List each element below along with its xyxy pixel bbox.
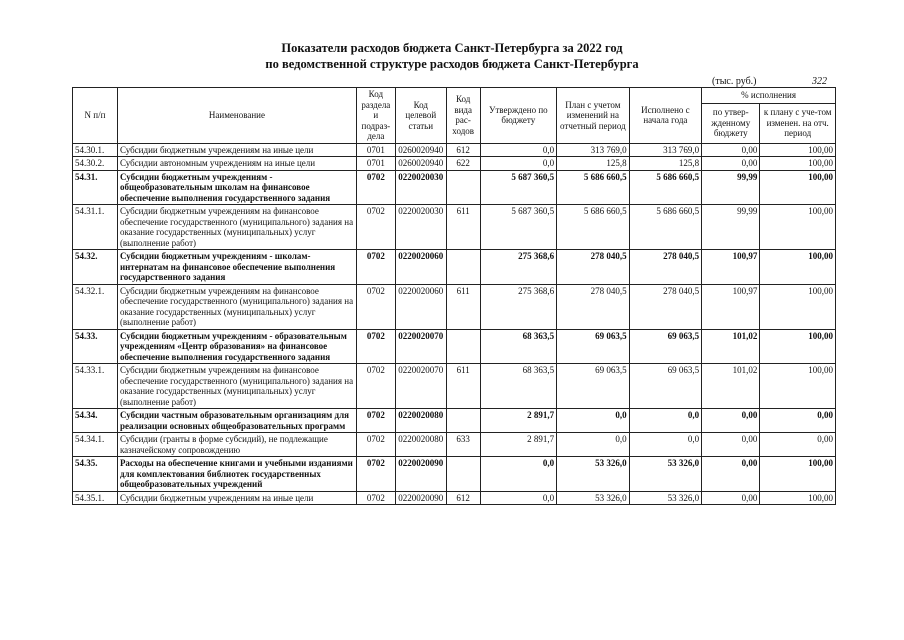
cell-num: 54.34.1. [73, 433, 118, 457]
cell-pct-budget: 101,02 [702, 364, 760, 409]
cell-section: 0702 [356, 205, 395, 250]
cell-executed: 313 769,0 [629, 143, 702, 157]
cell-name: Субсидии бюджетным учреждениям - образовательным учреждениям «Центр образования» на финансовое обеспечение выполнения государственного задания [117, 329, 356, 364]
cell-pct-budget: 99,99 [702, 170, 760, 205]
cell-name: Субсидии бюджетным учреждениям - школам-интернатам на финансовое обеспечение выполнения государственного задания [117, 250, 356, 285]
header-plan: План с учетом изменений на отчетный период [557, 88, 630, 144]
cell-pct-plan: 100,00 [760, 143, 836, 157]
cell-plan: 313 769,0 [557, 143, 630, 157]
cell-name: Субсидии бюджетным учреждениям - общеобразовательным школам на финансовое обеспечение выполнения государственного задания [117, 170, 356, 205]
cell-pct-plan: 100,00 [760, 284, 836, 329]
cell-target: 0220020090 [395, 491, 446, 505]
cell-plan: 278 040,5 [557, 284, 630, 329]
cell-section: 0702 [356, 457, 395, 492]
header-approved: Утверждено по бюджету [480, 88, 557, 144]
cell-target: 0220020060 [395, 284, 446, 329]
header-name: Наименование [117, 88, 356, 144]
cell-num: 54.33. [73, 329, 118, 364]
cell-executed: 53 326,0 [629, 491, 702, 505]
cell-name: Субсидии бюджетным учреждениям на иные цели [117, 143, 356, 157]
cell-name: Расходы на обеспечение книгами и учебными изданиями для комплектования библиотек государственных общеобразовательных учреждений [117, 457, 356, 492]
header-pct-plan: к плану с уче-том изменен. на отч. период [760, 103, 836, 143]
cell-target: 0220020090 [395, 457, 446, 492]
cell-executed: 278 040,5 [629, 284, 702, 329]
header-executed: Исполнено с начала года [629, 88, 702, 144]
cell-pct-plan: 100,00 [760, 329, 836, 364]
cell-type: 633 [446, 433, 480, 457]
cell-plan: 0,0 [557, 433, 630, 457]
cell-pct-budget: 101,02 [702, 329, 760, 364]
cell-plan: 69 063,5 [557, 364, 630, 409]
cell-executed: 0,0 [629, 409, 702, 433]
cell-pct-plan: 100,00 [760, 205, 836, 250]
document-title: Показатели расходов бюджета Санкт-Петербурга за 2022 год [281, 41, 623, 55]
table-row [73, 364, 836, 409]
header-pct-budget: по утвер-жденному бюджету [702, 103, 760, 143]
header-target: Код целевой статьи [395, 88, 446, 144]
cell-section: 0702 [356, 433, 395, 457]
cell-name: Субсидии бюджетным учреждениям на иные цели [117, 491, 356, 505]
cell-pct-plan: 100,00 [760, 157, 836, 171]
units-label: (тыс. руб.) [712, 76, 757, 87]
table-row [73, 491, 836, 505]
cell-plan: 5 686 660,5 [557, 170, 630, 205]
cell-type [446, 409, 480, 433]
cell-section: 0702 [356, 491, 395, 505]
cell-pct-budget: 99,99 [702, 205, 760, 250]
cell-pct-plan: 100,00 [760, 170, 836, 205]
cell-type [446, 457, 480, 492]
cell-section: 0702 [356, 409, 395, 433]
cell-target: 0220020070 [395, 364, 446, 409]
cell-plan: 5 686 660,5 [557, 205, 630, 250]
table-row [73, 250, 836, 285]
cell-num: 54.32. [73, 250, 118, 285]
cell-approved: 2 891,7 [480, 409, 557, 433]
cell-name: Субсидии (гранты в форме субсидий), не подлежащие казначейскому сопровождению [117, 433, 356, 457]
cell-plan: 0,0 [557, 409, 630, 433]
cell-num: 54.34. [73, 409, 118, 433]
cell-type: 611 [446, 364, 480, 409]
cell-approved: 68 363,5 [480, 364, 557, 409]
cell-plan: 125,8 [557, 157, 630, 171]
header-num: N п/п [73, 88, 118, 144]
cell-target: 0220020080 [395, 433, 446, 457]
cell-pct-plan: 100,00 [760, 250, 836, 285]
cell-name: Субсидии бюджетным учреждениям на финансовое обеспечение государственного (муниципального) задания на оказание государственных (муниципальных) услуг (выполнение работ) [117, 364, 356, 409]
cell-num: 54.32.1. [73, 284, 118, 329]
cell-approved: 0,0 [480, 157, 557, 171]
cell-executed: 69 063,5 [629, 329, 702, 364]
cell-executed: 53 326,0 [629, 457, 702, 492]
cell-type [446, 250, 480, 285]
cell-approved: 68 363,5 [480, 329, 557, 364]
cell-pct-budget: 0,00 [702, 457, 760, 492]
cell-approved: 275 368,6 [480, 250, 557, 285]
cell-pct-plan: 100,00 [760, 364, 836, 409]
cell-num: 54.31. [73, 170, 118, 205]
cell-executed: 69 063,5 [629, 364, 702, 409]
cell-approved: 2 891,7 [480, 433, 557, 457]
table-row [73, 433, 836, 457]
cell-section: 0701 [356, 143, 395, 157]
cell-target: 0220020060 [395, 250, 446, 285]
cell-type [446, 170, 480, 205]
cell-plan: 69 063,5 [557, 329, 630, 364]
cell-name: Субсидии бюджетным учреждениям на финансовое обеспечение государственного (муниципального) задания на оказание государственных (муниципальных) услуг (выполнение работ) [117, 205, 356, 250]
cell-plan: 53 326,0 [557, 457, 630, 492]
cell-target: 0260020940 [395, 143, 446, 157]
cell-pct-budget: 0,00 [702, 157, 760, 171]
cell-name: Субсидии автономным учреждениям на иные цели [117, 157, 356, 171]
cell-pct-plan: 100,00 [760, 457, 836, 492]
cell-executed: 278 040,5 [629, 250, 702, 285]
header-percent: % исполнения [702, 88, 836, 104]
cell-approved: 0,0 [480, 491, 557, 505]
header-section: Код раздела и подраз-дела [356, 88, 395, 144]
cell-executed: 125,8 [629, 157, 702, 171]
cell-pct-budget: 0,00 [702, 433, 760, 457]
cell-executed: 0,0 [629, 433, 702, 457]
table-row [73, 170, 836, 205]
cell-plan: 53 326,0 [557, 491, 630, 505]
cell-pct-plan: 0,00 [760, 409, 836, 433]
table-body [73, 143, 836, 505]
document-subtitle: по ведомственной структуре расходов бюджета Санкт-Петербурга [265, 57, 639, 71]
table-row [73, 409, 836, 433]
table-row [73, 157, 836, 171]
cell-type: 611 [446, 205, 480, 250]
cell-approved: 0,0 [480, 143, 557, 157]
header-type: Код вида рас-ходов [446, 88, 480, 144]
table-row [73, 205, 836, 250]
cell-approved: 5 687 360,5 [480, 205, 557, 250]
cell-target: 0220020080 [395, 409, 446, 433]
cell-type: 622 [446, 157, 480, 171]
cell-num: 54.31.1. [73, 205, 118, 250]
cell-approved: 275 368,6 [480, 284, 557, 329]
cell-type [446, 329, 480, 364]
cell-num: 54.35.1. [73, 491, 118, 505]
cell-pct-budget: 100,97 [702, 250, 760, 285]
cell-pct-budget: 0,00 [702, 143, 760, 157]
cell-pct-budget: 0,00 [702, 491, 760, 505]
header-row [73, 88, 836, 104]
table-row [73, 284, 836, 329]
cell-name: Субсидии частным образовательным организациям для реализации основных общеобразовательных программ [117, 409, 356, 433]
cell-executed: 5 686 660,5 [629, 205, 702, 250]
cell-num: 54.30.2. [73, 157, 118, 171]
page-number: 322 [812, 76, 827, 87]
cell-executed: 5 686 660,5 [629, 170, 702, 205]
cell-target: 0260020940 [395, 157, 446, 171]
table-row [73, 329, 836, 364]
cell-type: 611 [446, 284, 480, 329]
cell-plan: 278 040,5 [557, 250, 630, 285]
cell-pct-plan: 0,00 [760, 433, 836, 457]
budget-table [72, 87, 836, 505]
cell-pct-plan: 100,00 [760, 491, 836, 505]
cell-num: 54.35. [73, 457, 118, 492]
cell-type: 612 [446, 491, 480, 505]
cell-target: 0220020070 [395, 329, 446, 364]
cell-section: 0702 [356, 170, 395, 205]
cell-target: 0220020030 [395, 170, 446, 205]
cell-type: 612 [446, 143, 480, 157]
cell-approved: 0,0 [480, 457, 557, 492]
cell-target: 0220020030 [395, 205, 446, 250]
table-row [73, 457, 836, 492]
table-row [73, 143, 836, 157]
cell-num: 54.33.1. [73, 364, 118, 409]
cell-section: 0702 [356, 284, 395, 329]
cell-pct-budget: 0,00 [702, 409, 760, 433]
cell-num: 54.30.1. [73, 143, 118, 157]
cell-section: 0702 [356, 250, 395, 285]
cell-section: 0701 [356, 157, 395, 171]
cell-section: 0702 [356, 329, 395, 364]
cell-name: Субсидии бюджетным учреждениям на финансовое обеспечение государственного (муниципального) задания на оказание государственных (муниципальных) услуг (выполнение работ) [117, 284, 356, 329]
cell-pct-budget: 100,97 [702, 284, 760, 329]
cell-section: 0702 [356, 364, 395, 409]
cell-approved: 5 687 360,5 [480, 170, 557, 205]
